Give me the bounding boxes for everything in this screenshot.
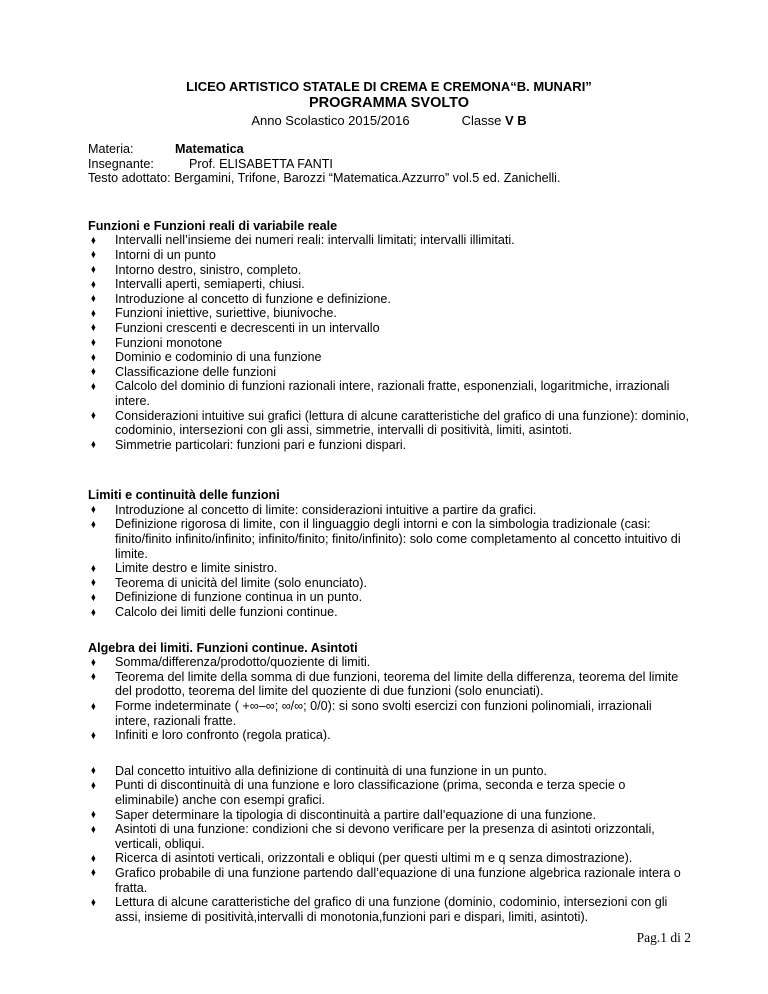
list-item	[88, 778, 690, 807]
diamond-bullet-icon: ♦	[91, 894, 96, 909]
diamond-bullet-icon: ♦	[91, 408, 96, 422]
list-item-text: Dominio e codominio di una funzione	[115, 350, 322, 365]
document-header	[88, 78, 690, 129]
section-title: Algebra dei limiti. Funzioni continue. Asintoti	[88, 640, 358, 655]
section-title: Funzioni e Funzioni reali di variabile reale	[88, 218, 338, 233]
diamond-bullet-icon: ♦	[91, 291, 96, 306]
list-item	[88, 866, 690, 895]
subject-label: Materia:	[88, 142, 134, 156]
diamond-bullet-icon: ♦	[91, 850, 96, 865]
diamond-bullet-icon: ♦	[91, 335, 96, 350]
diamond-bullet-icon: ♦	[91, 777, 96, 792]
diamond-bullet-icon: ♦	[91, 821, 96, 836]
list-item	[88, 728, 690, 743]
list-item-text: Limite destro e limite sinistro.	[115, 561, 278, 576]
school-year-line	[88, 112, 690, 129]
class-info	[462, 112, 527, 129]
list-item-text: Intervalli nell’insieme dei numeri reali: intervalli limitati; intervalli illimitati.	[115, 233, 515, 248]
list-item	[88, 277, 690, 292]
list-item	[88, 670, 690, 699]
diamond-bullet-icon: ♦	[91, 763, 96, 778]
list-item-text: Asintoti di una funzione: condizioni che si devono verificare per la presenza di asintoti orizzontali, verticali, obliqui.	[115, 822, 655, 851]
diamond-bullet-icon: ♦	[91, 502, 96, 517]
list-item-text: Forme indeterminate ( +∞–∞; ∞/∞; 0/0): si sono svolti esercizi con funzioni polinomiali, irrazionali intere, razionali fratte.	[115, 699, 652, 728]
list-item	[88, 576, 690, 591]
list-item	[88, 655, 690, 670]
program-sections	[88, 219, 690, 925]
page-number: Pag.1 di 2	[636, 930, 691, 945]
school-year: Anno Scolastico 2015/2016	[251, 113, 410, 128]
diamond-bullet-icon: ♦	[91, 247, 96, 262]
subject-row	[88, 142, 690, 157]
diamond-bullet-icon: ♦	[91, 320, 96, 335]
list-item	[88, 438, 690, 453]
list-item	[88, 822, 690, 851]
list-item-text: Considerazioni intuitive sui grafici (lettura di alcune caratteristiche del grafico di una funzione): dominio, codominio, intersezioni con gli assi, simmetrie, intervalli di positività, limiti, asintoti.	[115, 408, 690, 438]
list-item-text: Definizione di funzione continua in un punto.	[115, 590, 363, 605]
section-item-list	[88, 655, 690, 743]
list-item	[88, 321, 690, 336]
diamond-bullet-icon: ♦	[91, 807, 96, 822]
course-info	[88, 142, 690, 186]
diamond-bullet-icon: ♦	[91, 262, 96, 277]
diamond-bullet-icon: ♦	[91, 865, 96, 880]
class-value: V B	[505, 113, 527, 128]
list-item	[88, 605, 690, 620]
diamond-bullet-icon: ♦	[91, 349, 96, 364]
diamond-bullet-icon: ♦	[91, 589, 96, 604]
diamond-bullet-icon: ♦	[91, 437, 96, 452]
program-section	[88, 641, 690, 743]
document-title: PROGRAMMA SVOLTO	[308, 95, 470, 111]
list-item-text: Grafico probabile di una funzione partendo dall’equazione di una funzione algebrica razionale intera o fratta.	[115, 865, 681, 895]
list-item	[88, 379, 690, 408]
diamond-bullet-icon: ♦	[91, 654, 96, 669]
list-item	[88, 336, 690, 351]
list-item-text: Classificazione delle funzioni	[115, 364, 277, 379]
list-item-text: Punti di discontinuità di una funzione e loro classificazione (prima, seconda e terza specie o eliminabile) anche con esempi grafici.	[115, 778, 626, 807]
list-item-text: Saper determinare la tipologia di discontinuità a partire dall’equazione di una funzione.	[115, 807, 596, 822]
list-item	[88, 292, 690, 307]
diamond-bullet-icon: ♦	[91, 560, 96, 575]
diamond-bullet-icon: ♦	[91, 604, 96, 619]
list-item	[88, 590, 690, 605]
list-item-text: Ricerca di asintoti verticali, orizzontali e obliqui (per questi ultimi m e q senza dimostrazione).	[115, 851, 633, 866]
textbook-label: Testo adottato:	[88, 171, 171, 186]
diamond-bullet-icon: ♦	[91, 698, 96, 713]
list-item-text: Calcolo del dominio di funzioni razionali intere, razionali fratte, esponenziali, logaritmiche, irrazionali intere.	[115, 379, 670, 408]
list-item	[88, 517, 690, 561]
list-item-text: Funzioni crescenti e decrescenti in un intervallo	[115, 320, 380, 335]
school-name: LICEO ARTISTICO STATALE DI CREMA E CREMONA“B. MUNARI”	[186, 79, 592, 94]
list-item-text: Funzioni monotone	[115, 335, 223, 350]
diamond-bullet-icon: ♦	[91, 575, 96, 590]
list-item	[88, 365, 690, 380]
list-item-text: Definizione rigorosa di limite, con il linguaggio degli intorni e con la simbologia tradizionale (casi: finito/finito infinito/infinito; infinito/finito; finito/infinito): solo come completamento al concetto intuitivo di limite.	[115, 517, 681, 561]
list-item	[88, 699, 690, 728]
list-item	[88, 409, 690, 438]
diamond-bullet-icon: ♦	[91, 516, 96, 531]
list-item	[88, 263, 690, 278]
list-item-text: Calcolo dei limiti delle funzioni continue.	[115, 605, 338, 620]
list-item	[88, 561, 690, 576]
diamond-bullet-icon: ♦	[91, 232, 96, 247]
class-label: Classe	[461, 113, 502, 128]
list-item-text: Teorema del limite della somma di due funzioni, teorema del limite della differenza, teorema del limite del prodotto, teorema del limite del quoziente di due funzioni (solo enunciati).	[115, 669, 679, 699]
list-item-text: Lettura di alcune caratteristiche del grafico di una funzione (dominio, codominio, intersezioni con gli assi, insieme di positività,intervalli di monotonia,funzioni pari e dispari, limiti, asintoti).	[115, 895, 668, 924]
list-item	[88, 764, 690, 779]
diamond-bullet-icon: ♦	[91, 364, 96, 379]
program-section	[88, 219, 690, 453]
list-item-text: Intorno destro, sinistro, completo.	[115, 262, 302, 277]
list-item-text: Intervalli aperti, semiaperti, chiusi.	[115, 277, 305, 292]
list-item-text: Introduzione al concetto di limite: considerazioni intuitive a partire da grafici.	[115, 502, 537, 517]
section-title: Limiti e continuità delle funzioni	[88, 488, 280, 503]
program-section	[88, 764, 690, 925]
section-item-list	[88, 503, 690, 620]
list-item-text: Infiniti e loro confronto (regola pratica).	[115, 728, 331, 743]
list-item	[88, 248, 690, 263]
subject-value: Matematica	[175, 142, 244, 156]
diamond-bullet-icon: ♦	[91, 378, 96, 393]
list-item	[88, 503, 690, 518]
list-item	[88, 895, 690, 924]
program-section	[88, 488, 690, 619]
textbook-row	[88, 171, 690, 186]
diamond-bullet-icon: ♦	[91, 276, 96, 291]
list-item-text: Somma/differenza/prodotto/quoziente di limiti.	[115, 655, 371, 670]
teacher-label: Insegnante:	[88, 156, 154, 171]
diamond-bullet-icon: ♦	[91, 305, 96, 320]
list-item	[88, 233, 690, 248]
list-item-text: Intorni di un punto	[115, 247, 216, 262]
section-item-list	[88, 233, 690, 452]
list-item-text: Teorema di unicità del limite (solo enunciato).	[115, 575, 367, 590]
section-item-list	[88, 764, 690, 925]
teacher-row	[88, 157, 690, 172]
diamond-bullet-icon: ♦	[91, 669, 96, 684]
list-item-text: Introduzione al concetto di funzione e definizione.	[115, 291, 391, 306]
list-item-text: Simmetrie particolari: funzioni pari e funzioni dispari.	[115, 437, 407, 452]
teacher-value: Prof. ELISABETTA FANTI	[189, 156, 333, 171]
list-item	[88, 851, 690, 866]
textbook-value: Bergamini, Trifone, Barozzi “Matematica.Azzurro” vol.5 ed. Zanichelli.	[174, 171, 561, 186]
list-item-text: Funzioni iniettive, suriettive, biunivoche.	[115, 306, 337, 321]
list-item-text: Dal concetto intuitivo alla definizione di continuità di una funzione in un punto.	[115, 763, 547, 778]
list-item	[88, 306, 690, 321]
list-item	[88, 350, 690, 365]
list-item	[88, 808, 690, 823]
diamond-bullet-icon: ♦	[91, 727, 96, 742]
